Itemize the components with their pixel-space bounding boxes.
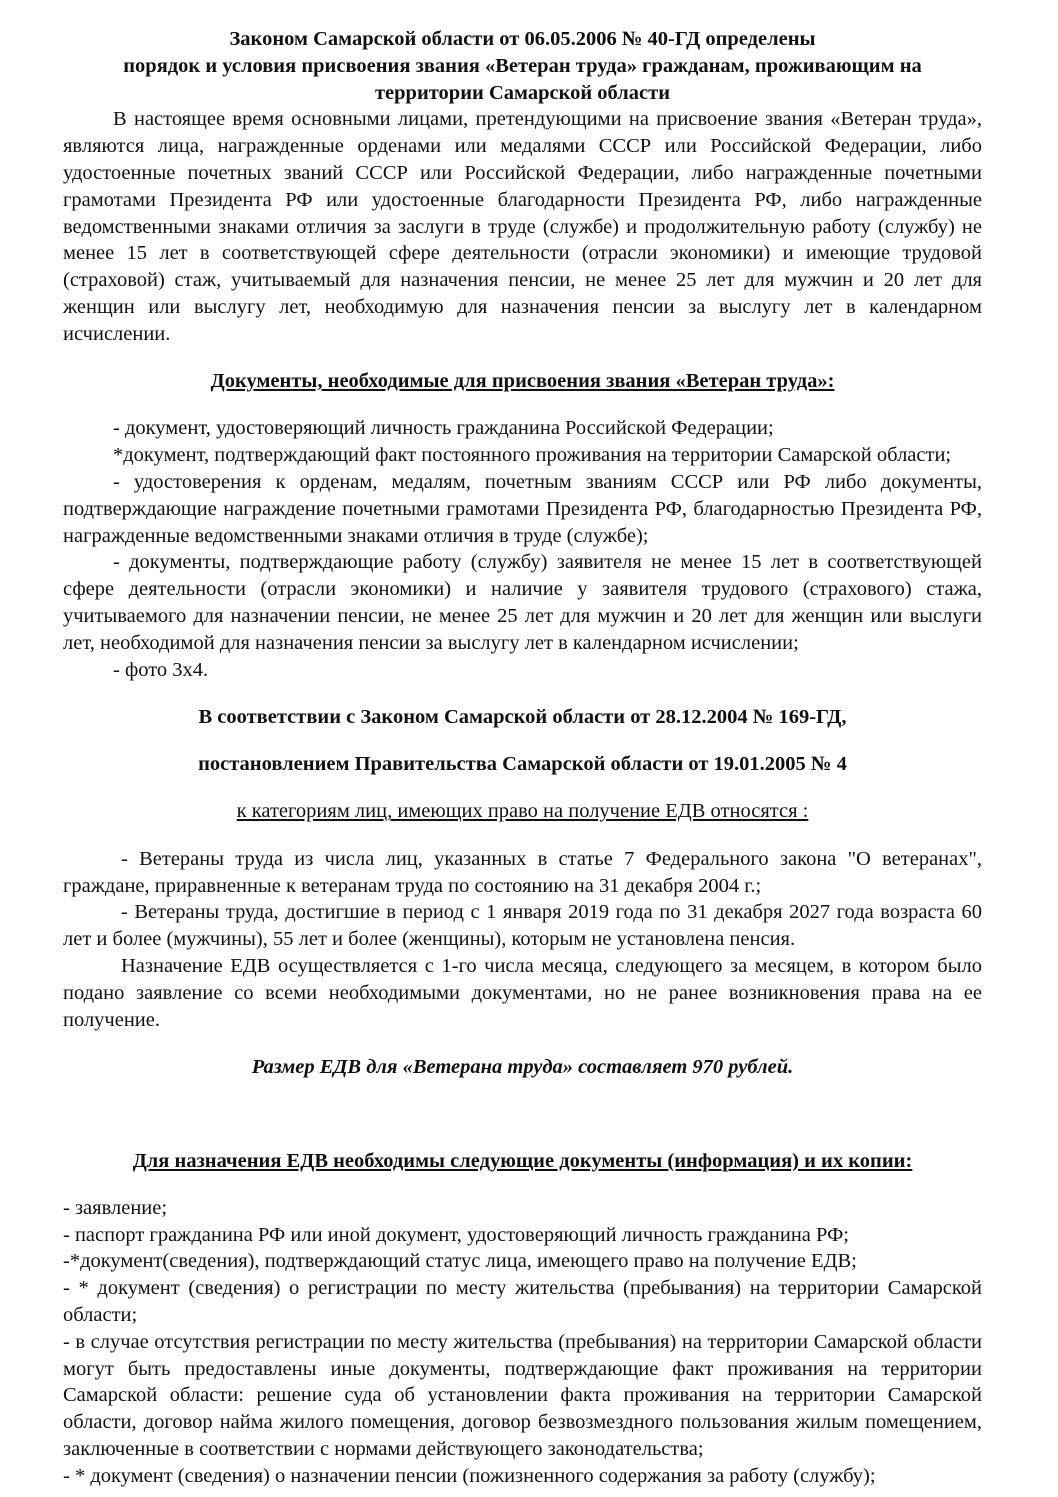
edv-docs-item: - в случае отсутствия регистрации по месту жительства (пребывания) на территории Самарской области могут быть предоставлены иные документы, подтверждающие факт проживания на территории Самарской области: решение суда об установлении факта проживания на территории Самарской области, договор найма жилого помещения, договор безвозмездного пользования жилым помещением, заключенные в соответствии с нормами действующего законодательства; xyxy=(63,1330,982,1461)
intro-paragraph: В настоящее время основными лицами, претендующими на присвоение звания «Ветеран труда», являются лица, награжденные орденами или медалями СССР или Российской Федерации, либо удостоенные почетных званий СССР или Российской Федерации, либо награжденные почетными грамотами Президента РФ или удостоенные благодарности Президента РФ, либо награжденные ведомственными знаками отличия за заслуги в труде (службе) и продолжительную работу (службу) не менее 15 лет в соответствующей сфере деятельности (отрасли экономики) и имеющие трудовой (страховой) стаж, учитываемый для назначения пенсии, не менее 25 лет для мужчин и 20 лет для женщин или выслугу лет, необходимую для назначения пенсии за выслугу лет в календарном исчислении. xyxy=(63,108,982,345)
header-line-3: территории Самарской области xyxy=(374,81,671,104)
header-line-1: Законом Самарской области от 06.05.2006 № 40-ГД определены xyxy=(229,28,816,50)
edv-docs-title: Для назначения ЕДВ необходимы следующие документы (информация) и их копии: xyxy=(132,1149,913,1172)
edv-title-line-3: к категориям лиц, имеющих право на получение ЕДВ относятся : xyxy=(236,800,809,823)
docs-item: - документ, удостоверяющий личность гражданина Российской Федерации; xyxy=(113,417,774,440)
docs-item: - фото 3х4. xyxy=(113,658,209,681)
edv-docs-item: - паспорт гражданина РФ или иной документ, удостоверяющий личность гражданина РФ; xyxy=(63,1223,849,1246)
edv-assign-paragraph: Назначение ЕДВ осуществляется с 1-го числа месяца, следующего за месяцем, в котором было подано заявление со всеми необходимыми документами, но не ранее возникновения права на ее получение. xyxy=(63,954,982,1031)
edv-item: - Ветераны труда, достигшие в период с 1 января 2019 года по 31 декабря 2027 года возраста 60 лет и более (мужчины), 55 лет и более (женщины), которым не установлена пенсия. xyxy=(63,901,982,951)
header-line-2: порядок и условия присвоения звания «Ветеран труда» гражданам, проживающим на xyxy=(123,54,922,77)
edv-docs-item: - * документ (сведения) о регистрации по месту жительства (пребывания) на территории Самарской области; xyxy=(63,1277,982,1327)
edv-docs-item: -*документ(сведения), подтверждающий статус лица, имеющего право на получение ЕДВ; xyxy=(63,1250,857,1273)
docs-item: - документы, подтверждающие работу (службу) заявителя не менее 15 лет в соответствующей сфере деятельности (отрасли экономики) и наличие у заявителя трудового (страхового) стажа, учитываемого для назначении пенсии, не менее 25 лет для мужчин и 20 лет для женщин или выслуги лет, необходимой для назначения пенсии за выслугу лет в календарном исчислении; xyxy=(63,551,982,654)
edv-title-line-1: В соответствии с Законом Самарской области от 28.12.2004 № 169-ГД, xyxy=(198,705,847,728)
docs-item: - удостоверения к орденам, медалям, почетным званиям СССР или РФ либо документы, подтверждающие награждение почетными грамотами Президента РФ, благодарностью Президента РФ, награжденные ведомственными знаками отличия в труде (службе); xyxy=(63,470,982,547)
docs-item: *документ, подтверждающий факт постоянного проживания на территории Самарской области; xyxy=(113,444,952,467)
spacer xyxy=(63,1101,982,1127)
docs-title: Документы, необходимые для присвоения звания «Ветеран труда»: xyxy=(210,370,835,393)
edv-docs-item: - заявление; xyxy=(63,1196,168,1219)
edv-docs-item: - * документ (сведения) о назначении пенсии (пожизненного содержания за работу (службу); xyxy=(63,1464,876,1487)
edv-title-line-2: постановлением Правительства Самарской области от 19.01.2005 № 4 xyxy=(198,753,847,776)
edv-amount: Размер ЕДВ для «Ветерана труда» составляет 970 рублей. xyxy=(251,1055,794,1078)
edv-item: - Ветераны труда из числа лиц, указанных в статье 7 Федерального закона "О ветеранах", граждане, приравненные к ветеранам труда по состоянию на 31 декабря 2004 г.; xyxy=(63,847,982,897)
